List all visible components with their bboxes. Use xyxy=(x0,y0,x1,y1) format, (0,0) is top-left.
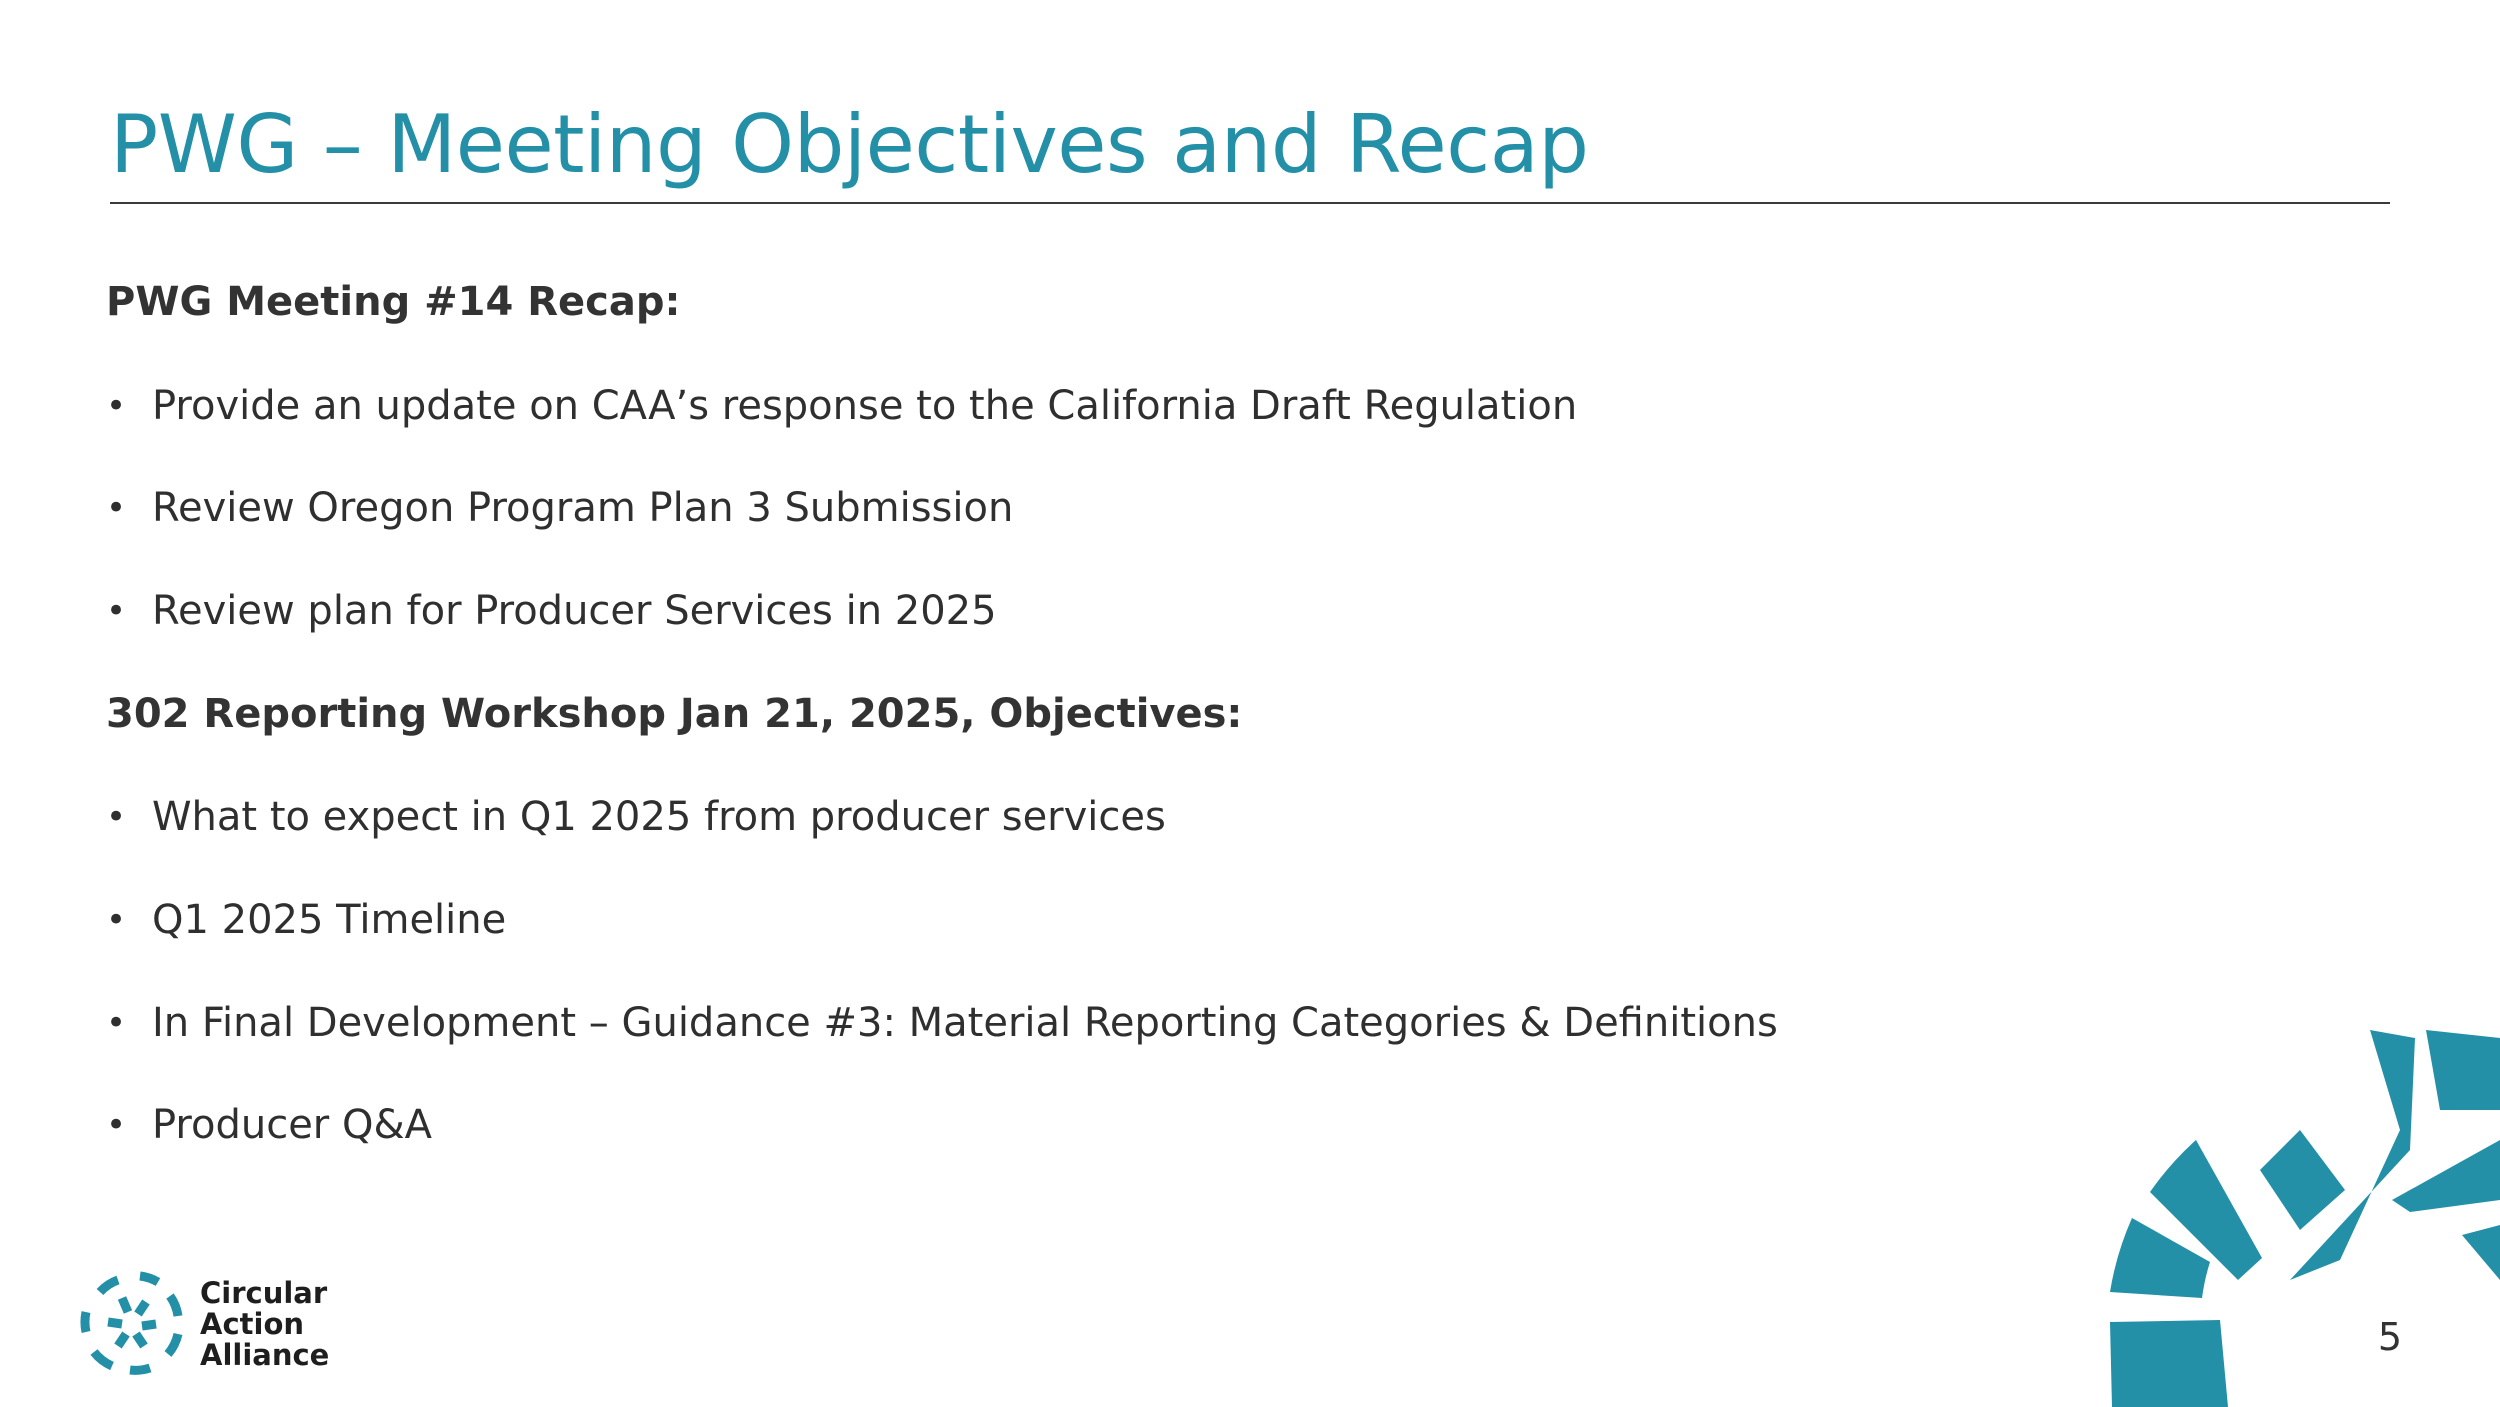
bullet-text: Review Oregon Program Plan 3 Submission xyxy=(152,485,1014,531)
bullet-text: Provide an update on CAA’s response to the California Draft Regulation xyxy=(152,383,1578,429)
company-logo xyxy=(78,1268,358,1378)
bullet-item xyxy=(106,483,1013,533)
logo-wordmark xyxy=(200,1278,329,1371)
bullet-dot: • xyxy=(106,1003,127,1043)
bullet-text: Q1 2025 Timeline xyxy=(152,897,507,943)
logo-line-2: Action xyxy=(200,1307,305,1341)
sunburst-arc-graphic xyxy=(2110,1030,2500,1407)
bullet-dot: • xyxy=(106,1105,127,1145)
bullet-text: Review plan for Producer Services in 2025 xyxy=(152,588,997,634)
bullet-item xyxy=(106,586,997,636)
slide-title: PWG – Meeting Objectives and Recap xyxy=(110,98,1589,191)
bullet-dot: • xyxy=(106,797,127,837)
section-heading-workshop: 302 Reporting Workshop Jan 21, 2025, Objectives: xyxy=(106,691,1243,737)
bullet-item xyxy=(106,381,1577,431)
page-number: 5 xyxy=(2377,1315,2403,1359)
bullet-item xyxy=(106,998,1778,1048)
logo-line-3: Alliance xyxy=(200,1338,330,1372)
circular-action-alliance-logo-icon xyxy=(78,1268,188,1378)
section-heading-recap: PWG Meeting #14 Recap: xyxy=(106,279,681,325)
bullet-item xyxy=(106,1100,432,1150)
logo-line-1: Circular xyxy=(200,1276,328,1310)
bullet-text: In Final Development – Guidance #3: Material Reporting Categories & Definitions xyxy=(152,1000,1778,1046)
bullet-dot: • xyxy=(106,591,127,631)
bullet-item xyxy=(106,792,1166,842)
bullet-dot: • xyxy=(106,488,127,528)
bullet-text: What to expect in Q1 2025 from producer services xyxy=(152,794,1166,840)
title-divider xyxy=(110,202,2390,204)
bullet-item xyxy=(106,895,506,945)
bullet-text: Producer Q&A xyxy=(152,1102,432,1148)
bullet-dot: • xyxy=(106,900,127,940)
bullet-dot: • xyxy=(106,386,127,426)
